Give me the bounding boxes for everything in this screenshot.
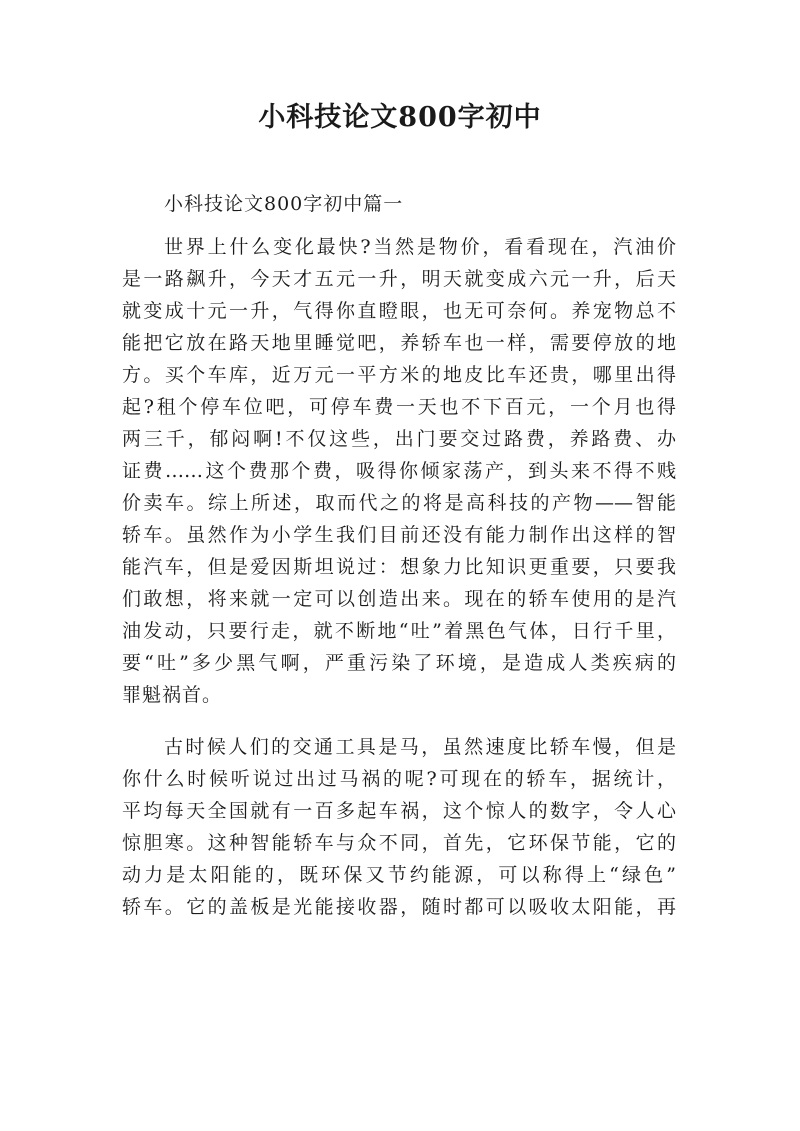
text-line: 们敢想，将来就一定可以创造出来。现在的轿车使用的是汽 bbox=[122, 588, 676, 610]
text-line: 动力是太阳能的，既环保又节约能源，可以称得上“绿色” bbox=[122, 864, 676, 886]
text-line: 证费……这个费那个费，吸得你倾家荡产，到头来不得不贱 bbox=[122, 460, 676, 482]
text-line: 能汽车，但是爱因斯坦说过：想象力比知识更重要，只要我 bbox=[122, 556, 676, 578]
text-line: 就变成十元一升，气得你直瞪眼，也无可奈何。养宠物总不 bbox=[122, 300, 676, 322]
section-heading: 小科技论文800字初中篇一 bbox=[164, 193, 404, 215]
text-line: 罪魁祸首。 bbox=[122, 684, 223, 706]
text-line: 你什么时候听说过出过马祸的呢?可现在的轿车，据统计， bbox=[122, 768, 676, 790]
text-line: 世界上什么变化最快?当然是物价，看看现在，汽油价 bbox=[164, 236, 676, 258]
text-line: 惊胆寒。这种智能轿车与众不同，首先，它环保节能，它的 bbox=[122, 832, 676, 854]
text-line: 价卖车。综上所述，取而代之的将是高科技的产物——智能 bbox=[122, 492, 676, 514]
text-line: 要“吐”多少黑气啊，严重污染了环境，是造成人类疾病的 bbox=[122, 652, 676, 674]
text-line: 两三千，郁闷啊!不仅这些，出门要交过路费，养路费、办 bbox=[122, 428, 676, 450]
text-line: 能把它放在路天地里睡觉吧，养轿车也一样，需要停放的地 bbox=[122, 332, 676, 354]
text-line: 平均每天全国就有一百多起车祸，这个惊人的数字，令人心 bbox=[122, 800, 676, 822]
text-line: 油发动，只要行走，就不断地“吐”着黑色气体，日行千里， bbox=[122, 620, 676, 642]
text-line: 轿车。虽然作为小学生我们目前还没有能力制作出这样的智 bbox=[122, 524, 676, 546]
text-line: 方。买个车库，近万元一平方米的地皮比车还贵，哪里出得 bbox=[122, 364, 676, 386]
document-title: 小科技论文800字初中 bbox=[258, 102, 542, 133]
text-line: 起?租个停车位吧，可停车费一天也不下百元，一个月也得 bbox=[122, 396, 676, 418]
text-line: 是一路飙升，今天才五元一升，明天就变成六元一升，后天 bbox=[122, 268, 676, 290]
text-line: 古时候人们的交通工具是马，虽然速度比轿车慢，但是 bbox=[164, 736, 676, 758]
text-line: 轿车。它的盖板是光能接收器，随时都可以吸收太阳能，再 bbox=[122, 896, 676, 918]
